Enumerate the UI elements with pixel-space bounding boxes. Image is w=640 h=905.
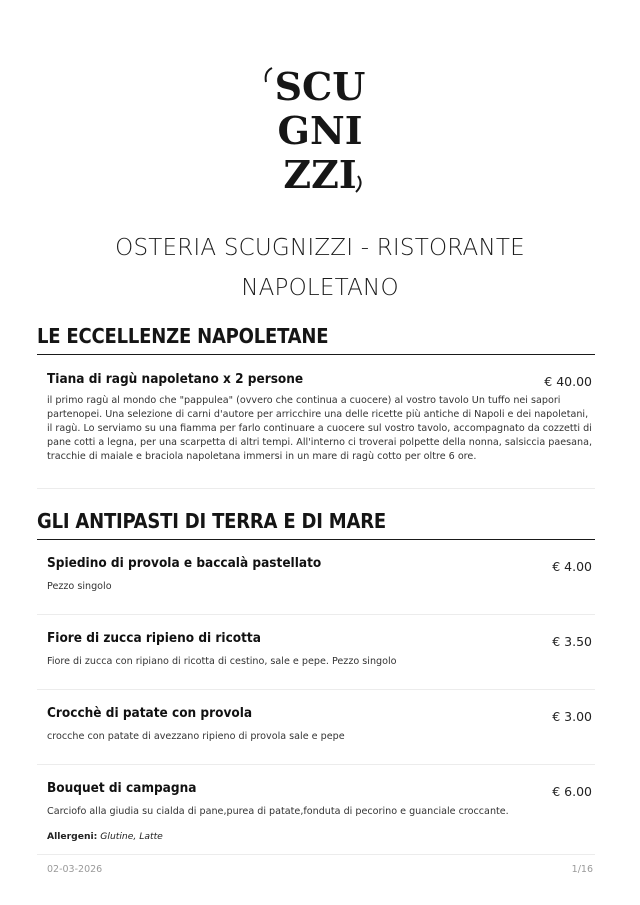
menu-item-tiana-di-ragu[interactable] bbox=[37, 355, 595, 489]
item-name: Tiana di ragù napoletano x 2 persone bbox=[47, 371, 304, 387]
restaurant-title: OSTERIA SCUGNIZZI - RISTORANTE NAPOLETANO bbox=[115, 235, 525, 301]
menu-item-fiore-di-zucca[interactable] bbox=[37, 615, 595, 690]
item-description: Pezzo singolo bbox=[47, 581, 112, 592]
section-title: LE ECCELLENZE NAPOLETANE bbox=[37, 324, 595, 355]
item-price: € 6.00 bbox=[552, 784, 592, 799]
menu-item-bouquet-di-campagna[interactable] bbox=[37, 765, 595, 855]
logo-line-1: SCU bbox=[274, 64, 366, 109]
item-description: il primo ragù al mondo che "pappulea" (ovvero che continua a cuocere) al vostro tavolo Un tuffo nei sapori partenopei. Una selezione di carni d'autore per arricchire una delle ricette più antiche di Napoli e dei napoletani, il ragù. Lo serviamo su una fiamma per farlo continuare a cuocere sul vostro tavolo, accompagnato da cozzetti di pane cotti a legna, per una scarpetta di altri tempi. All'interno ci troverai polpette della nonna, salsiccia paesana, tracchie di maiale e braciola napoletana immersi in un mare di ragù cotto per oltre 6 ore. bbox=[47, 395, 593, 462]
footer-page-number: 1/16 bbox=[571, 864, 593, 875]
scugnizzi-logo-mark bbox=[250, 58, 390, 198]
logo-flourish bbox=[266, 68, 272, 82]
item-description: Carciofo alla giudia su cialda di pane,purea di patate,fonduta di pecorino e guanciale croccante. bbox=[47, 806, 509, 817]
item-name: Bouquet di campagna bbox=[47, 780, 197, 796]
logo-flourish-tail bbox=[356, 176, 361, 192]
allergens-list: Glutine, Latte bbox=[100, 831, 163, 842]
item-price: € 3.00 bbox=[552, 709, 592, 724]
allergens-label: Allergeni: bbox=[47, 831, 98, 842]
footer-date: 02-03-2026 bbox=[47, 864, 103, 875]
item-name: Fiore di zucca ripieno di ricotta bbox=[47, 630, 261, 646]
logo-line-3: ZZI bbox=[283, 152, 357, 197]
menu-item-crocche-di-patate[interactable] bbox=[37, 690, 595, 765]
item-price: € 40.00 bbox=[544, 374, 592, 389]
item-description: Fiore di zucca con ripiano di ricotta di cestino, sale e pepe. Pezzo singolo bbox=[47, 656, 397, 667]
item-price: € 3.50 bbox=[552, 634, 592, 649]
menu-item-spiedino-provola-baccala[interactable] bbox=[37, 540, 595, 615]
item-name: Spiedino di provola e baccalà pastellato bbox=[47, 555, 322, 571]
item-allergens bbox=[47, 831, 163, 842]
logo-line-2: GNI bbox=[277, 108, 363, 153]
item-description: crocche con patate di avezzano ripieno di provola sale e pepe bbox=[47, 731, 345, 742]
section-antipasti-terra-mare bbox=[37, 509, 595, 855]
section-eccellenze-napoletane bbox=[37, 324, 595, 489]
item-price: € 4.00 bbox=[552, 559, 592, 574]
restaurant-logo bbox=[0, 58, 640, 198]
section-title: GLI ANTIPASTI DI TERRA E DI MARE bbox=[37, 509, 595, 540]
item-name: Crocchè di patate con provola bbox=[47, 705, 253, 721]
